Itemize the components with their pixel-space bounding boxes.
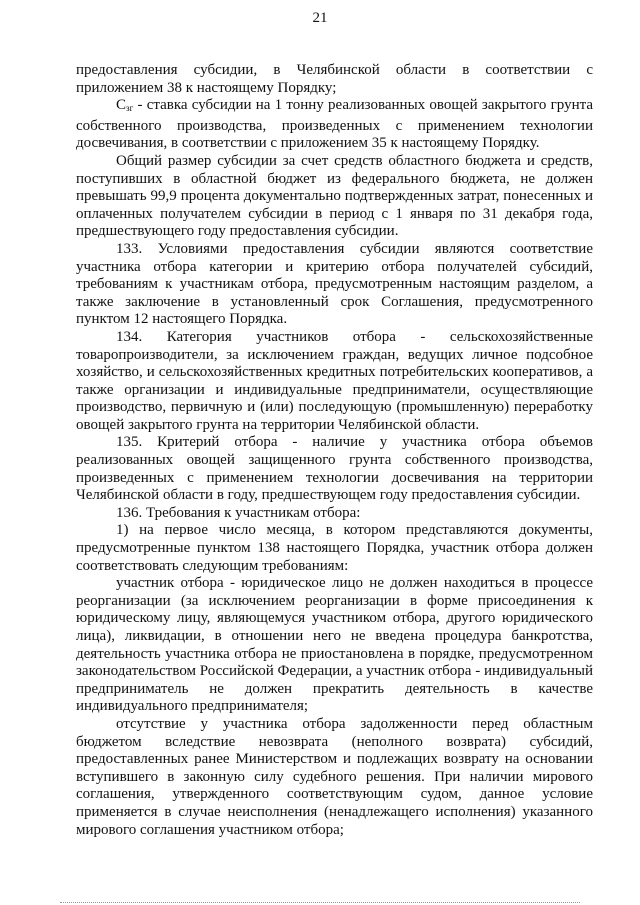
document-body (76, 62, 593, 839)
paragraph-requirement-debt: отсутствие у участника отбора задолженности перед областным бюджетом вследствие невозврата (неполного возврата) субсидий, предоставленных ранее Министерством и подлежащих возврату на основании вступившего в законную силу судебного решения. При наличии мирового соглашения, утвержденного соответствующим судом, данное условие применяется в случае неисполнения (ненадлежащего исполнения) указанного мирового соглашения участником отбора; (76, 715, 593, 838)
rate-symbol: C (116, 97, 127, 114)
paragraph-136: 136. Требования к участникам отбора: (116, 504, 361, 521)
page-number: 21 (312, 10, 328, 26)
page-bottom-divider (60, 902, 580, 903)
rate-symbol-subscript: зг (126, 103, 134, 114)
rate-definition-text: - ставка субсидии на 1 тонну реализованных овощей закрытого грунта собственного производства, произведенных с применением технологии досвечивания, в соответствии с приложением 35 к настоящему Порядку. (76, 97, 593, 152)
paragraph-continuation: предоставления субсидии, в Челябинской области в соответствии с приложением 38 к настоящему Порядку; (76, 62, 593, 96)
paragraph-134: 134. Категория участников отбора - сельскохозяйственные товаропроизводители, за исключением граждан, ведущих личное подсобное хозяйство, и сельскохозяйственных кредитных потребительских кооперативов, а также организации и индивидуальные предприниматели, осуществляющие производство, первичную и (или) последующую (промышленную) переработку овощей закрытого грунта на территории Челябинской области. (76, 328, 593, 433)
paragraph-133: 133. Условиями предоставления субсидии являются соответствие участника отбора категории и критерию отбора получателей субсидий, требованиям к участникам отбора, предусмотренным настоящим разделом, а также заключение в установленный срок Соглашения, предусмотренного пунктом 12 настоящего Порядка. (76, 240, 593, 328)
paragraph-135: 135. Критерий отбора - наличие у участника отбора объемов реализованных овощей защищенного грунта собственного производства, произведенных с применением технологии досвечивания на территории Челябинской области в году, предшествующем году предоставления субсидии. (76, 434, 593, 504)
paragraph-rate-definition (76, 97, 593, 153)
paragraph-subsidy-limit: Общий размер субсидии за счет средств областного бюджета и средств, поступивших в областной бюджет из федерального бюджета, не должен превышать 99,9 процента документально подтвержденных затрат, понесенных и оплаченных получателем субсидии в период с 1 января по 31 декабря года, предшествующего году предоставления субсидии. (76, 152, 593, 240)
paragraph-136-item-1: 1) на первое число месяца, в котором представляются документы, предусмотренные пунктом 138 настоящего Порядка, участник отбора должен соответствовать следующим требованиям: (76, 522, 593, 574)
paragraph-requirement-reorganization: участник отбора - юридическое лицо не должен находиться в процессе реорганизации (за исключением реорганизации в форме присоединения к юридическому лицу, являющемуся участником отбора, другого юридического лица), ликвидации, в отношении него не введена процедура банкротства, деятельность участника отбора не приостановлена в порядке, предусмотренном законодательством Российской Федерации, а участник отбора - индивидуальный предприниматель не должен прекратить деятельность в качестве индивидуального предпринимателя; (76, 575, 593, 715)
